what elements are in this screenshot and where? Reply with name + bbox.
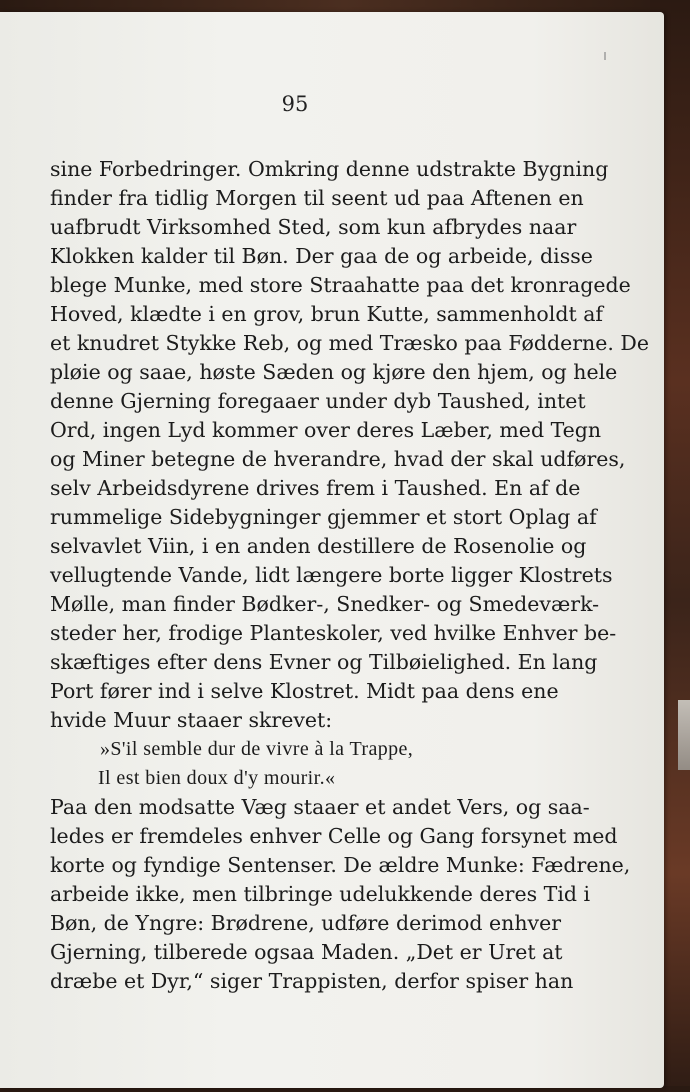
text-line: denne Gjerning foregaaer under dyb Taushed, intet xyxy=(50,389,586,413)
text-line: ledes er fremdeles enhver Celle og Gang forsynet med xyxy=(50,824,618,848)
page-text xyxy=(50,155,649,996)
text-line: Hoved, klædte i en grov, brun Kutte, sammenholdt af xyxy=(50,302,604,326)
text-line: et knudret Stykke Reb, og med Træsko paa Fødderne. De xyxy=(50,331,649,355)
text-line: vellugtende Vande, lidt længere borte ligger Klostrets xyxy=(50,563,613,587)
adjacent-page-edge xyxy=(678,700,690,770)
text-line: hvide Muur staaer skrevet: xyxy=(50,708,333,732)
text-line: sine Forbedringer. Omkring denne udstrakte Bygning xyxy=(50,157,609,181)
text-line: Mølle, man finder Bødker-, Snedker- og Smedeværk- xyxy=(50,592,600,616)
text-line: steder her, frodige Planteskoler, ved hvilke Enhver be- xyxy=(50,621,617,645)
text-line: og Miner betegne de hverandre, hvad der skal udføres, xyxy=(50,447,626,471)
text-line: selvavlet Viin, i en anden destillere de Rosenolie og xyxy=(50,534,587,558)
book-page xyxy=(0,12,664,1088)
text-line: uafbrudt Virksomhed Sted, som kun afbrydes naar xyxy=(50,215,577,239)
verse-line: »S'il semble dur de vivre à la Trappe, xyxy=(100,738,414,760)
text-line: Bøn, de Yngre: Brødrene, udføre derimod enhver xyxy=(50,911,562,935)
page-number: 95 xyxy=(281,92,309,116)
text-line: Ord, ingen Lyd kommer over deres Læber, med Tegn xyxy=(50,418,602,442)
text-line: rummelige Sidebygninger gjemmer et stort Oplag af xyxy=(50,505,597,529)
text-line: Gjerning, tilberede ogsaa Maden. „Det er Uret at xyxy=(50,940,563,964)
text-line: korte og fyndige Sentenser. De ældre Munke: Fædrene, xyxy=(50,853,631,877)
text-line: arbeide ikke, men tilbringe udelukkende deres Tid i xyxy=(50,882,591,906)
text-line: dræbe et Dyr,“ siger Trappisten, derfor spiser han xyxy=(50,969,574,993)
text-line: skæftiges efter dens Evner og Tilbøielighed. En lang xyxy=(50,650,598,674)
verse-line: Il est bien doux d'y mourir.« xyxy=(98,767,336,789)
text-line: Port fører ind i selve Klostret. Midt paa dens ene xyxy=(50,679,559,703)
text-line: finder fra tidlig Morgen til seent ud paa Aftenen en xyxy=(50,186,584,210)
text-line: selv Arbeidsdyrene drives frem i Taushed. En af de xyxy=(50,476,581,500)
text-line: pløie og saae, høste Sæden og kjøre den hjem, og hele xyxy=(50,360,618,384)
text-line: blege Munke, med store Straahatte paa det kronragede xyxy=(50,273,631,297)
text-line: Klokken kalder til Bøn. Der gaa de og arbeide, disse xyxy=(50,244,593,268)
page-speck xyxy=(604,52,606,60)
text-line: Paa den modsatte Væg staaer et andet Vers, og saa- xyxy=(50,795,590,819)
